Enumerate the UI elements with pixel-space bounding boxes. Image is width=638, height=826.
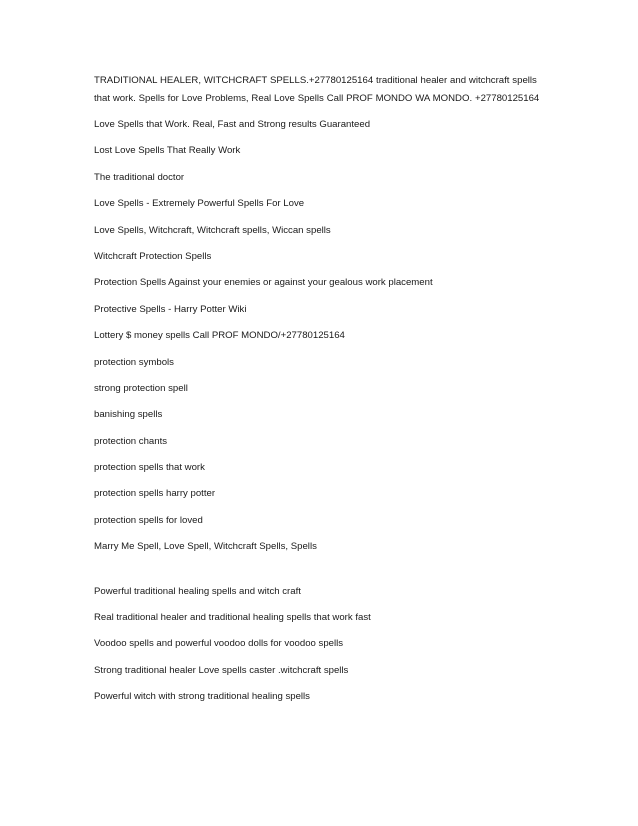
paragraph: Voodoo spells and powerful voodoo dolls for voodoo spells [94, 638, 344, 650]
paragraph: protection chants [94, 435, 168, 447]
paragraph: Powerful traditional healing spells and witch craft [94, 585, 301, 597]
paragraph: protection spells harry potter [94, 488, 216, 500]
paragraph: Lottery $ money spells Call PROF MONDO/+27780125164 [94, 330, 345, 342]
document-body [94, 72, 554, 715]
paragraph: Protection Spells Against your enemies or against your gealous work placement [94, 277, 433, 289]
intro-paragraph: TRADITIONAL HEALER, WITCHCRAFT SPELLS.+27780125164 traditional healer and witchcraft spells that work. Spells for Love Problems, Real Love Spells Call PROF MONDO WA MONDO. +27780125164 [94, 75, 540, 104]
paragraph: Witchcraft Protection Spells [94, 250, 212, 262]
paragraph-list [94, 116, 554, 556]
paragraph: Protective Spells - Harry Potter Wiki [94, 303, 247, 315]
paragraph-gap [94, 565, 554, 583]
paragraph: Love Spells that Work. Real, Fast and Strong results Guaranteed [94, 119, 371, 130]
paragraph: banishing spells [94, 409, 163, 421]
paragraph: protection symbols [94, 356, 174, 368]
paragraph: Marry Me Spell, Love Spell, Witchcraft Spells, Spells [94, 541, 317, 553]
paragraph: Powerful witch with strong traditional healing spells [94, 691, 310, 703]
paragraph: Real traditional healer and traditional healing spells that work fast [94, 612, 371, 624]
paragraph: Love Spells, Witchcraft, Witchcraft spells, Wiccan spells [94, 224, 331, 236]
paragraph: protection spells for loved [94, 514, 203, 526]
paragraph: Strong traditional healer Love spells caster .witchcraft spells [94, 664, 349, 676]
paragraph: strong protection spell [94, 382, 188, 394]
paragraph: protection spells that work [94, 462, 205, 474]
paragraph: Lost Love Spells That Really Work [94, 145, 241, 157]
paragraph-list-second [94, 583, 554, 707]
paragraph: Love Spells - Extremely Powerful Spells For Love [94, 198, 305, 210]
paragraph: The traditional doctor [94, 171, 185, 183]
